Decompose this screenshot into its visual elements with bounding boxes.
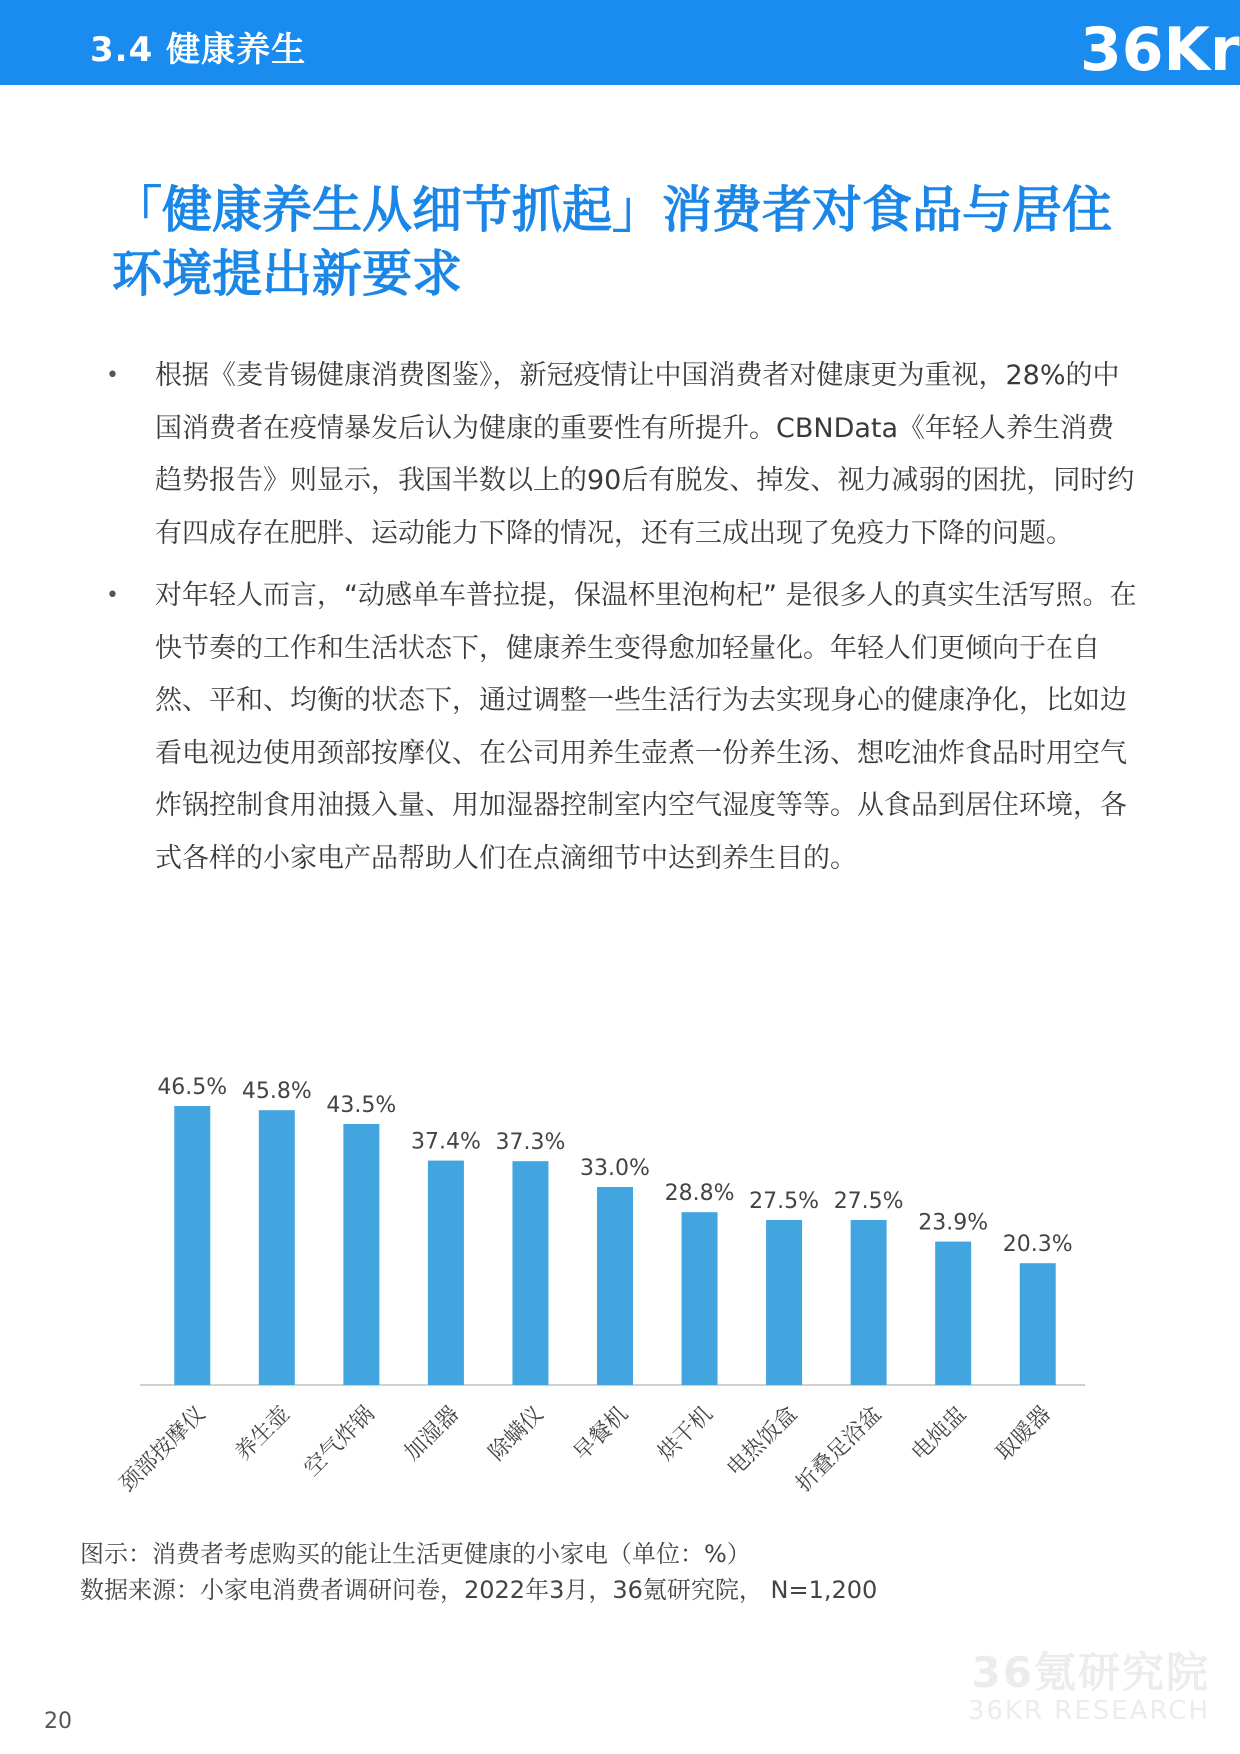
headline-line-1: 「健康养生从细节抓起」消费者对食品与居住 (112, 181, 1112, 239)
bullet-item (100, 570, 1140, 885)
bar-2 (259, 1110, 295, 1385)
bullet-item (100, 350, 1140, 560)
category-label: 电热饭盒 (722, 1401, 803, 1482)
data-label: 27.5% (833, 1189, 904, 1214)
bullet-text: 对年轻人而言，“动感单车普拉提，保温杯里泡枸杞” 是很多人的真实生活写照。在快节奏的工作和生活状态下，健康养生变得愈加轻量化。年轻人们更倾向于在自然、平和、均衡的状态下，通过调整一些生活行为去实现身心的健康净化，比如边看电视边使用颈部按摩仪、在公司用养生壶煮一份养生汤、想吃油炸食品时用空气炸锅控制食用油摄入量、用加湿器控制室内空气湿度等等。从食品到居住环境，各式各样的小家电产品帮助人们在点滴细节中达到养生目的。 (155, 580, 1137, 874)
category-label: 早餐机 (568, 1401, 634, 1466)
data-label: 33.0% (580, 1156, 650, 1181)
category-label: 养生壶 (230, 1401, 296, 1466)
bullet-text: 根据《麦肯锡健康消费图鉴》，新冠疫情让中国消费者对健康更为重视，28%的中国消费者在疫情暴发后认为健康的重要性有所提升。CBNData《年轻人养生消费趋势报告》则显示，我国半数以上的90后有脱发、掉发、视力减弱的困扰，同时约有四成存在肥胖、运动能力下降的情况，还有三成出现了免疫力下降的问题。 (155, 360, 1135, 549)
watermark-en: 36KR RESEARCH (967, 1696, 1210, 1726)
watermark (968, 1650, 1210, 1726)
page-headline (112, 178, 1152, 306)
category-label: 除螨仪 (484, 1401, 549, 1466)
bullet-dot-icon: • (106, 363, 119, 388)
category-label: 折叠足浴盆 (791, 1401, 887, 1498)
header-band (0, 0, 1240, 85)
category-label: 取暖器 (991, 1401, 1056, 1466)
bar-7 (682, 1212, 718, 1385)
category-label: 电炖盅 (907, 1401, 972, 1466)
data-label: 46.5% (157, 1075, 228, 1100)
category-label: 烘干机 (653, 1401, 718, 1466)
category-label: 空气炸锅 (299, 1401, 380, 1482)
bar-6 (597, 1187, 633, 1385)
36kr-logo-text: 36Kr (1080, 15, 1240, 85)
data-label: 37.4% (410, 1129, 481, 1155)
bar-3 (343, 1124, 379, 1385)
section-title: 3.4 健康养生 (90, 30, 307, 70)
headline-line-2: 环境提出新要求 (112, 245, 462, 303)
data-label: 43.5% (326, 1093, 397, 1118)
bar-11 (1020, 1263, 1056, 1385)
bullet-dot-icon: • (106, 583, 119, 608)
data-label: 27.5% (749, 1189, 820, 1214)
bar-10 (935, 1242, 971, 1385)
data-label: 37.3% (495, 1130, 566, 1156)
bar-8 (766, 1220, 802, 1385)
36kr-logo (1070, 0, 1240, 85)
data-label: 45.8% (241, 1079, 312, 1105)
data-label: 23.9% (918, 1210, 989, 1236)
bar-5 (512, 1161, 548, 1385)
category-label: 颈部按摩仪 (115, 1401, 211, 1498)
bar-1 (174, 1106, 210, 1385)
category-label: 加湿器 (399, 1401, 465, 1466)
source-note: 数据来源：小家电消费者调研问卷，2022年3月，36氪研究院， N=1,200 (80, 1576, 878, 1604)
data-label: 28.8% (664, 1181, 735, 1207)
data-label: 20.3% (1002, 1232, 1073, 1258)
figure-caption (80, 1536, 1180, 1608)
bar-4 (428, 1161, 464, 1385)
bar-9 (851, 1220, 887, 1385)
page-number: 20 (44, 1709, 72, 1734)
bar-chart (100, 1030, 1100, 1530)
watermark-cn: 36氪研究院 (971, 1648, 1210, 1697)
bullet-list (100, 350, 1140, 895)
figure-note: 图示：消费者考虑购买的能让生活更健康的小家电（单位：%） (80, 1540, 751, 1568)
